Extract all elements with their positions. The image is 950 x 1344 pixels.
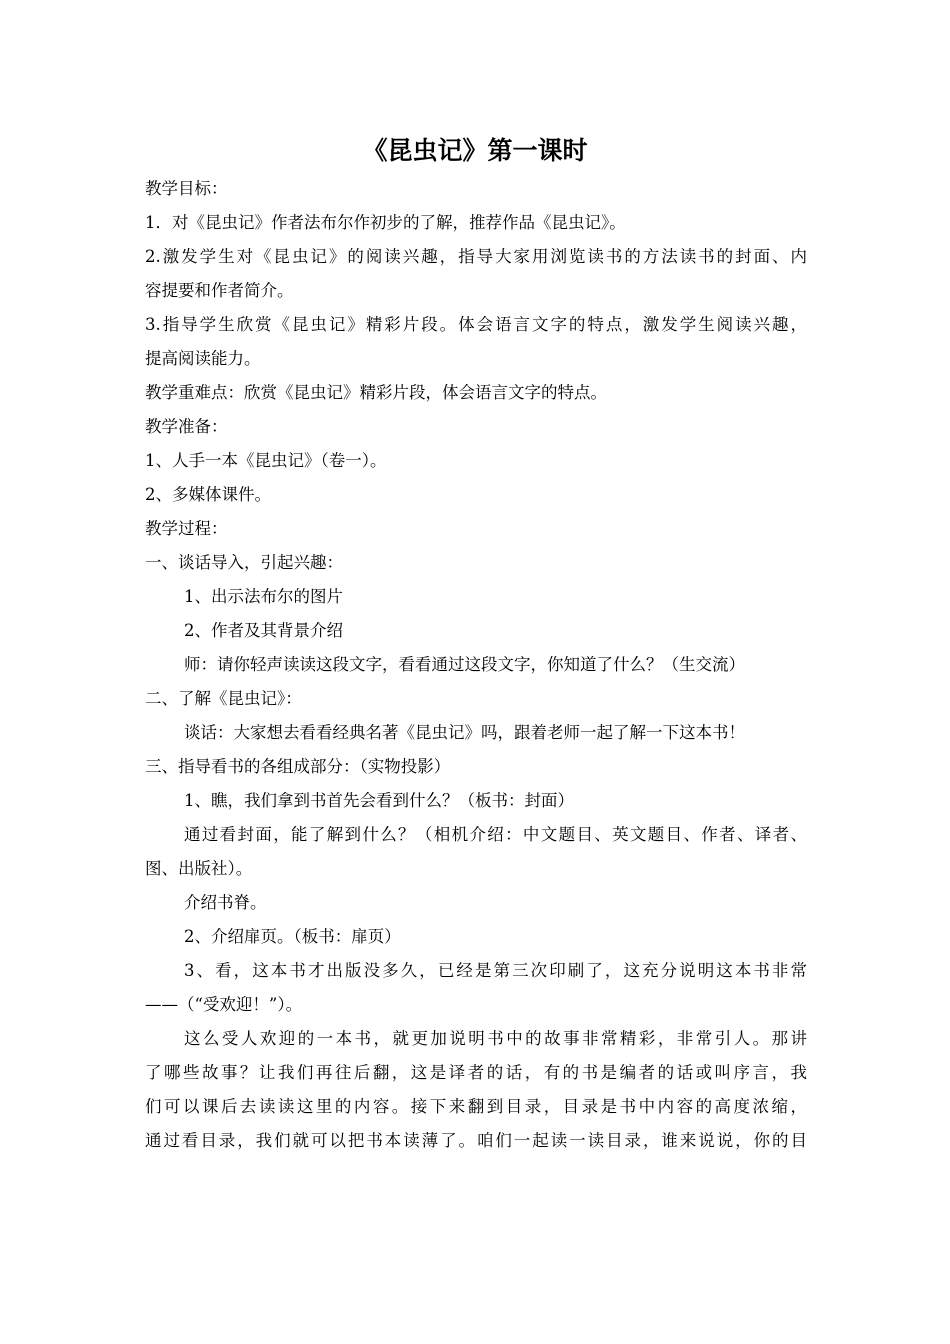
text-line: 2.激发学生对《昆虫记》的阅读兴趣，指导大家用浏览读书的方法读书的封面、内 (145, 247, 807, 266)
text-line: 教学准备： (145, 417, 228, 436)
document-title: 《昆虫记》第一课时 (362, 136, 588, 165)
text-line: 2、多媒体课件。 (145, 485, 271, 504)
text-line: 2、作者及其背景介绍 (184, 621, 343, 640)
text-line: ——（“受欢迎！”）。 (145, 995, 303, 1014)
text-line: 通过看目录，我们就可以把书本读薄了。咱们一起读一读目录，谁来说说，你的目 (145, 1131, 807, 1150)
document-body (145, 172, 807, 1158)
text-line: 1、出示法布尔的图片 (184, 587, 343, 606)
text-line: 容提要和作者简介。 (145, 281, 294, 300)
text-line: 提高阅读能力。 (145, 349, 261, 368)
text-line: 二、了解《昆虫记》： (145, 689, 302, 708)
text-line: 教学目标： (145, 179, 228, 198)
text-line: 3.指导学生欣赏《昆虫记》精彩片段。体会语言文字的特点，激发学生阅读兴趣， (145, 315, 807, 334)
text-line: 一、谈话导入，引起兴趣： (145, 553, 343, 572)
text-line: 1．对《昆虫记》作者法布尔作初步的了解，推荐作品《昆虫记》。 (145, 213, 626, 232)
text-line: 3、看，这本书才出版没多久，已经是第三次印刷了，这充分说明这本书非常 (184, 961, 807, 980)
text-line: 们可以课后去读读这里的内容。接下来翻到目录，目录是书中内容的高度浓缩， (145, 1097, 807, 1116)
text-line: 了哪些故事？让我们再往后翻，这是译者的话，有的书是编者的话或叫序言，我 (145, 1063, 807, 1082)
text-line: 教学重难点：欣赏《昆虫记》精彩片段，体会语言文字的特点。 (145, 383, 607, 402)
text-line: 师：请你轻声读读这段文字，看看通过这段文字，你知道了什么？（生交流） (184, 655, 745, 674)
text-line: 图、出版社）。 (145, 859, 253, 878)
text-line: 2、介绍扉页。（板书：扉页） (184, 927, 401, 946)
text-line: 通过看封面，能了解到什么？（相机介绍：中文题目、英文题目、作者、译者、 (184, 825, 807, 844)
text-line: 教学过程： (145, 519, 228, 538)
text-line: 1、人手一本《昆虫记》（卷一）。 (145, 451, 387, 470)
text-line: 三、指导看书的各组成部分：（实物投影） (145, 757, 451, 776)
text-line: 1、瞧，我们拿到书首先会看到什么？（板书：封面） (184, 791, 574, 810)
text-line: 这么受人欢迎的一本书，就更加说明书中的故事非常精彩，非常引人。那讲 (184, 1029, 807, 1048)
text-line: 介绍书脊。 (184, 893, 267, 912)
text-line: 谈话：大家想去看看经典名著《昆虫记》吗，跟着老师一起了解一下这本书！ (184, 723, 745, 742)
